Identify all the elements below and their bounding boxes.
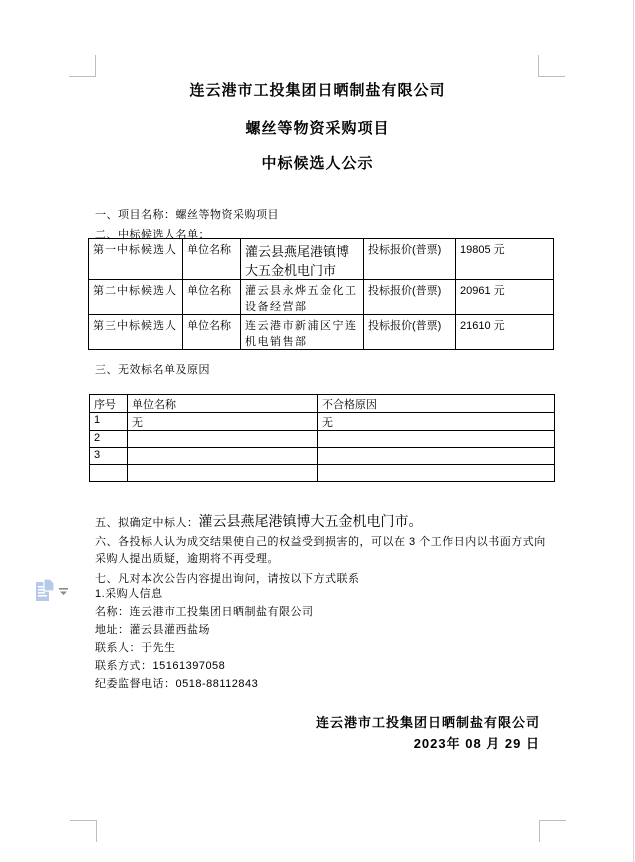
candidate-row-2: [89, 280, 554, 315]
candidate-rank: 第二中标候选人: [89, 280, 183, 315]
paste-options-icon: [35, 579, 55, 602]
price-value: 21610 元: [456, 315, 554, 350]
margin-crop-mark-top-left: [69, 55, 96, 77]
section-2-candidate-list-heading: 二、中标候选人名单：: [95, 229, 210, 241]
unit-cell: [128, 465, 318, 482]
price-label: 投标报价(普票): [364, 280, 456, 315]
unit-value: 灌云县永烨五金化工设备经营部: [241, 280, 364, 315]
unit-label: 单位名称: [183, 280, 241, 315]
price-label: 投标报价(普票): [364, 315, 456, 350]
reason-cell: [318, 431, 555, 448]
invalid-row-2: [90, 431, 555, 448]
contact-phone: 联系方式：15161397058: [95, 660, 226, 672]
unit-cell: [128, 448, 318, 465]
doc-title-project: 螺丝等物资采购项目: [245, 120, 390, 137]
signature-company: 连云港市工投集团日晒制盐有限公司: [315, 715, 540, 730]
col-header-reason: 不合格原因: [318, 395, 555, 413]
buyer-info-heading: 1.采购人信息: [95, 588, 163, 600]
reason-cell: [318, 465, 555, 482]
section-3-invalid-bids-heading: 三、无效标名单及原因: [95, 364, 210, 376]
serial-cell: 3: [90, 448, 128, 465]
invalid-row-3: [90, 448, 555, 465]
candidate-rank: 第三中标候选人: [89, 315, 183, 350]
invalid-bids-table: [89, 394, 555, 482]
invalid-row-4: [90, 465, 555, 482]
unit-value: 连云港市新浦区宁连机电销售部: [241, 315, 364, 350]
signature-date: 2023年 08 月 29 日: [413, 736, 540, 751]
winner-label: 五、拟确定中标人：: [95, 517, 199, 529]
margin-crop-mark-top-right: [538, 55, 565, 77]
section-5-confirmed-winner: [95, 511, 423, 531]
price-value: 19805 元: [456, 239, 554, 280]
unit-cell: [128, 431, 318, 448]
candidate-rank: 第一中标候选人: [89, 239, 183, 280]
candidate-row-1: [89, 239, 554, 280]
contact-name: 名称：连云港市工投集团日晒制盐有限公司: [95, 606, 314, 618]
contact-person: 联系人：于先生: [95, 642, 176, 654]
doc-title-notice-type: 中标候选人公示: [261, 155, 374, 172]
candidates-table: [88, 238, 554, 350]
doc-title-company: 连云港市工投集团日晒制盐有限公司: [189, 82, 446, 99]
reason-cell: [318, 448, 555, 465]
contact-address: 地址：灌云县灌西盐场: [95, 624, 210, 636]
margin-crop-mark-bottom-left: [70, 820, 97, 842]
col-header-serial: 序号: [90, 395, 128, 413]
unit-label: 单位名称: [183, 315, 241, 350]
serial-cell: [90, 465, 128, 482]
candidate-row-3: [89, 315, 554, 350]
invalid-row-1: [90, 413, 555, 431]
chevron-down-icon: [58, 587, 69, 596]
margin-crop-mark-bottom-right: [539, 820, 566, 842]
paste-options-button[interactable]: [35, 579, 55, 602]
paste-options-dropdown[interactable]: [58, 583, 69, 592]
price-label: 投标报价(普票): [364, 239, 456, 280]
unit-cell: 无: [128, 413, 318, 431]
serial-cell: 1: [90, 413, 128, 431]
contact-supervision-phone: 纪委监督电话：0518-88112843: [95, 678, 259, 690]
invalid-table-header-row: [90, 395, 555, 413]
section-7-inquiry-clause: 七、凡对本次公告内容提出询问，请按以下方式联系: [95, 573, 360, 585]
serial-cell: 2: [90, 431, 128, 448]
reason-cell: 无: [318, 413, 555, 431]
unit-value: 灌云县燕尾港镇博大五金机电门市: [241, 239, 364, 280]
price-value: 20961 元: [456, 280, 554, 315]
section-6-objection-clause: 六、各投标人认为成交结果使自己的权益受到损害的，可以在 3 个工作日内以书面方式向采购人提出质疑，逾期将不再受理。: [95, 536, 546, 565]
winner-name: 灌云县燕尾港镇博大五金机电门市。: [198, 513, 423, 529]
unit-label: 单位名称: [183, 239, 241, 280]
section-1-project-name: 一、项目名称：螺丝等物资采购项目: [95, 209, 279, 221]
col-header-unit: 单位名称: [128, 395, 318, 413]
